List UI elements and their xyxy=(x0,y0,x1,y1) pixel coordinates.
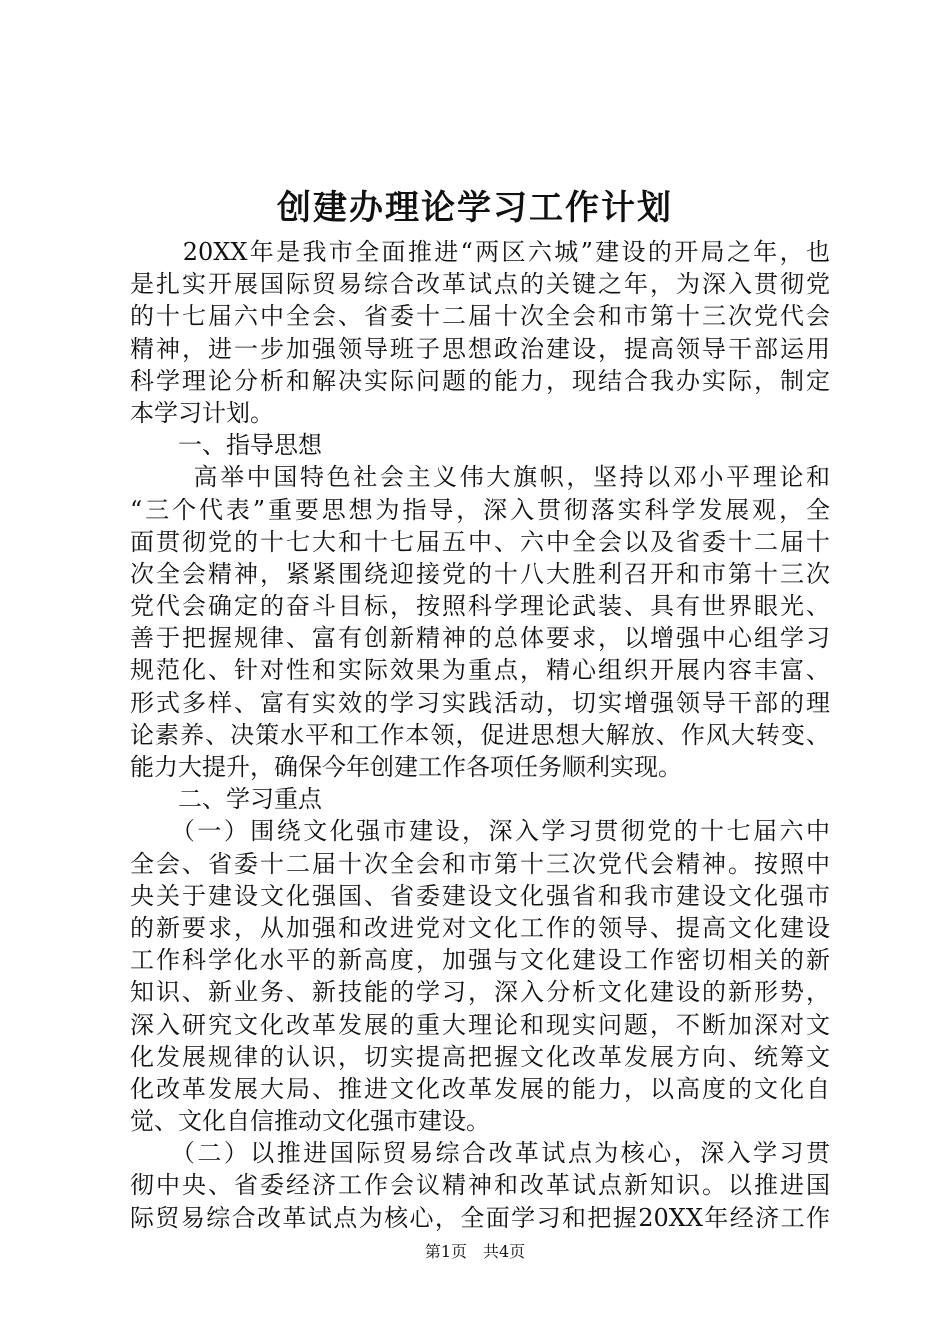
text-line: 次全会精神，紧紧围绕迎接党的十八大胜利召开和市第十三次 xyxy=(130,559,830,588)
document-body xyxy=(130,236,830,1234)
text-line: 化改革发展大局、推进文化改革发展的能力，以高度的文化自 xyxy=(130,1074,830,1103)
text-line: 深入研究文化改革发展的重大理论和现实问题，不断加深对文 xyxy=(130,1010,830,1039)
text-line: 形式多样、富有实效的学习实践活动，切实增强领导干部的理 xyxy=(130,688,830,717)
text-line: 工作科学化水平的新高度，加强与文化建设工作密切相关的新 xyxy=(130,946,830,975)
text-line: 一、指导思想 xyxy=(130,431,322,460)
text-line: “三个代表”重要思想为指导，深入贯彻落实科学发展观，全 xyxy=(130,495,830,524)
text-line: 科学理论分析和解决实际问题的能力，现结合我办实际，制定 xyxy=(130,366,830,395)
page-footer: 第1页 共4页 xyxy=(424,1242,526,1261)
text-line: （二）以推进国际贸易综合改革试点为核心，深入学习贯 xyxy=(130,1139,830,1168)
text-line: 善于把握规律、富有创新精神的总体要求，以增强中心组学习 xyxy=(130,624,830,653)
text-line: 的十七届六中全会、省委十二届十次全会和市第十三次党代会 xyxy=(130,302,830,331)
text-line: 论素养、决策水平和工作本领，促进思想大解放、作风大转变、 xyxy=(130,720,830,749)
document-title: 创建办理论学习工作计划 xyxy=(277,188,673,228)
text-line: 觉、文化自信推动文化强市建设。 xyxy=(130,1107,490,1136)
text-line: 是扎实开展国际贸易综合改革试点的关键之年，为深入贯彻党 xyxy=(130,270,830,299)
text-line: 二、学习重点 xyxy=(130,785,322,814)
text-line: 高举中国特色社会主义伟大旗帜，坚持以邓小平理论和 xyxy=(130,463,830,492)
text-line: 党代会确定的奋斗目标，按照科学理论武装、具有世界眼光、 xyxy=(130,592,830,621)
text-line: 知识、新业务、新技能的学习，深入分析文化建设的新形势， xyxy=(130,978,830,1007)
text-line: 央关于建设文化强国、省委建设文化强省和我市建设文化强市 xyxy=(130,881,830,910)
text-line: 化发展规律的认识，切实提高把握文化改革发展方向、统筹文 xyxy=(130,1042,830,1071)
text-line: 精神，进一步加强领导班子思想政治建设，提高领导干部运用 xyxy=(130,334,830,363)
text-line: 全会、省委十二届十次全会和市第十三次党代会精神。按照中 xyxy=(130,849,830,878)
text-line: 本学习计划。 xyxy=(130,398,274,427)
text-line: 规范化、针对性和实际效果为重点，精心组织开展内容丰富、 xyxy=(130,656,830,685)
text-line: 的新要求，从加强和改进党对文化工作的领导、提高文化建设 xyxy=(130,913,830,942)
text-line: 际贸易综合改革试点为核心，全面学习和把握20XX年经济工作 xyxy=(130,1203,830,1232)
text-line: （一）围绕文化强市建设，深入学习贯彻党的十七届六中 xyxy=(130,817,830,846)
text-line: 20XX年是我市全面推进“两区六城”建设的开局之年，也 xyxy=(130,238,830,266)
text-line: 面贯彻党的十七大和十七届五中、六中全会以及省委十二届十 xyxy=(130,527,830,556)
text-line: 彻中央、省委经济工作会议精神和改革试点新知识。以推进国 xyxy=(130,1171,830,1200)
text-line: 能力大提升，确保今年创建工作各项任务顺利实现。 xyxy=(130,753,682,781)
